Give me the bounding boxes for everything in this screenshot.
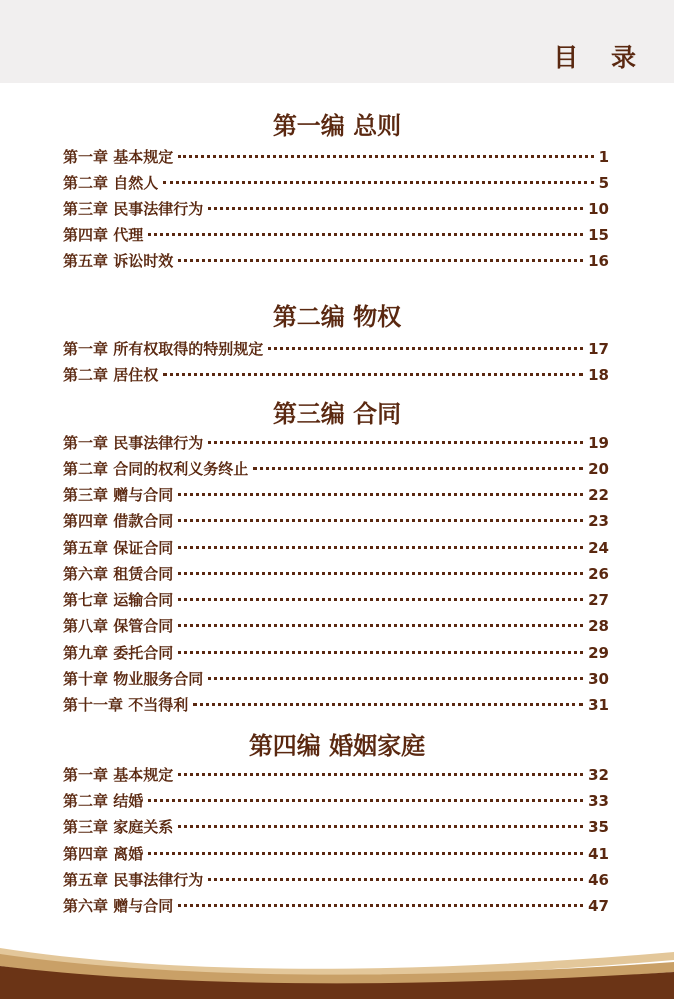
dot-leader [178, 259, 583, 262]
toc-entry-label: 第二章 合同的权利义务终止 [63, 460, 249, 478]
toc-entry-label: 第六章 赠与合同 [63, 897, 174, 915]
toc-entry[interactable] [63, 790, 609, 812]
dot-leader [253, 467, 583, 470]
toc-page-number: 15 [588, 226, 609, 244]
toc-entry[interactable] [63, 364, 609, 386]
toc-entry-label: 第一章 基本规定 [63, 148, 174, 166]
toc-page-number: 5 [598, 174, 609, 192]
toc-page-number: 18 [588, 366, 609, 384]
toc-entry-label: 第三章 民事法律行为 [63, 200, 204, 218]
toc-page-number: 46 [588, 871, 609, 889]
dot-leader [148, 233, 583, 236]
toc-entry-label: 第十一章 不当得利 [63, 696, 189, 714]
dot-leader [208, 677, 583, 680]
toc-entry-label: 第二章 居住权 [63, 366, 159, 384]
dot-leader [178, 904, 583, 907]
toc-entry-label: 第九章 委托合同 [63, 644, 174, 662]
toc-page-number: 27 [588, 591, 609, 609]
toc-entry-label: 第一章 所有权取得的特别规定 [63, 340, 264, 358]
toc-entry-label: 第八章 保管合同 [63, 617, 174, 635]
toc-entry[interactable] [63, 668, 609, 690]
toc-entry-label: 第一章 民事法律行为 [63, 434, 204, 452]
dot-leader [208, 207, 583, 210]
toc-entry-label: 第十章 物业服务合同 [63, 670, 204, 688]
toc-entry-label: 第一章 基本规定 [63, 766, 174, 784]
dot-leader [193, 703, 583, 706]
toc-page-number: 33 [588, 792, 609, 810]
toc-entry[interactable] [63, 458, 609, 480]
toc-entry[interactable] [63, 338, 609, 360]
toc-entry[interactable] [63, 869, 609, 891]
toc-entry[interactable] [63, 642, 609, 664]
toc-entry[interactable] [63, 615, 609, 637]
dot-leader [178, 624, 583, 627]
toc-entry-label: 第四章 离婚 [63, 845, 144, 863]
dot-leader [178, 572, 583, 575]
toc-page-number: 20 [588, 460, 609, 478]
toc-page-number: 1 [598, 148, 609, 166]
toc-page-number: 10 [588, 200, 609, 218]
toc-entry-label: 第六章 租赁合同 [63, 565, 174, 583]
dot-leader [178, 598, 583, 601]
toc-entry-label: 第五章 民事法律行为 [63, 871, 204, 889]
toc-page-number: 35 [588, 818, 609, 836]
dot-leader [178, 155, 593, 158]
toc-entry-label: 第四章 借款合同 [63, 512, 174, 530]
dot-leader [178, 546, 583, 549]
toc-entry[interactable] [63, 895, 609, 917]
toc-page-number: 32 [588, 766, 609, 784]
dot-leader [208, 878, 583, 881]
toc-entry[interactable] [63, 563, 609, 585]
toc-page-number: 41 [588, 845, 609, 863]
toc-entry[interactable] [63, 484, 609, 506]
toc-entry[interactable] [63, 816, 609, 838]
dot-leader [178, 519, 583, 522]
dot-leader [178, 773, 583, 776]
dot-leader [268, 347, 583, 350]
toc-page-number: 47 [588, 897, 609, 915]
toc-entry-label: 第五章 诉讼时效 [63, 252, 174, 270]
footer-wave-decoration [0, 930, 674, 999]
toc-entry-label: 第二章 自然人 [63, 174, 159, 192]
dot-leader [178, 493, 583, 496]
dot-leader [148, 799, 583, 802]
dot-leader [178, 651, 583, 654]
dot-leader [163, 181, 593, 184]
toc-entry[interactable] [63, 250, 609, 272]
toc-page-number: 23 [588, 512, 609, 530]
toc-entry-label: 第三章 赠与合同 [63, 486, 174, 504]
toc-page-number: 24 [588, 539, 609, 557]
toc-entry[interactable] [63, 589, 609, 611]
section-title: 第三编 合同 [272, 400, 402, 428]
dot-leader [163, 373, 583, 376]
toc-entry-label: 第四章 代理 [63, 226, 144, 244]
section-title: 第一编 总则 [272, 112, 402, 140]
toc-entry[interactable] [63, 224, 609, 246]
toc-entry[interactable] [63, 432, 609, 454]
toc-page-number: 22 [588, 486, 609, 504]
toc-page-number: 26 [588, 565, 609, 583]
toc-entry[interactable] [63, 198, 609, 220]
toc-entry[interactable] [63, 694, 609, 716]
toc-entry[interactable] [63, 764, 609, 786]
toc-page-number: 28 [588, 617, 609, 635]
section-title: 第四编 婚姻家庭 [248, 732, 426, 760]
toc-page-number: 16 [588, 252, 609, 270]
toc-entry-label: 第三章 家庭关系 [63, 818, 174, 836]
page-title: 目 录 [553, 43, 648, 72]
toc-entry[interactable] [63, 843, 609, 865]
toc-page-number: 17 [588, 340, 609, 358]
toc-page-number: 19 [588, 434, 609, 452]
toc-page-number: 29 [588, 644, 609, 662]
dot-leader [208, 441, 583, 444]
toc-page-number: 30 [588, 670, 609, 688]
toc-entry[interactable] [63, 146, 609, 168]
section-title: 第二编 物权 [272, 303, 402, 331]
dot-leader [148, 852, 583, 855]
dot-leader [178, 825, 583, 828]
toc-entry[interactable] [63, 537, 609, 559]
toc-page-number: 31 [588, 696, 609, 714]
toc-entry-label: 第二章 结婚 [63, 792, 144, 810]
toc-entry[interactable] [63, 510, 609, 532]
toc-entry[interactable] [63, 172, 609, 194]
toc-entry-label: 第七章 运输合同 [63, 591, 174, 609]
toc-entry-label: 第五章 保证合同 [63, 539, 174, 557]
